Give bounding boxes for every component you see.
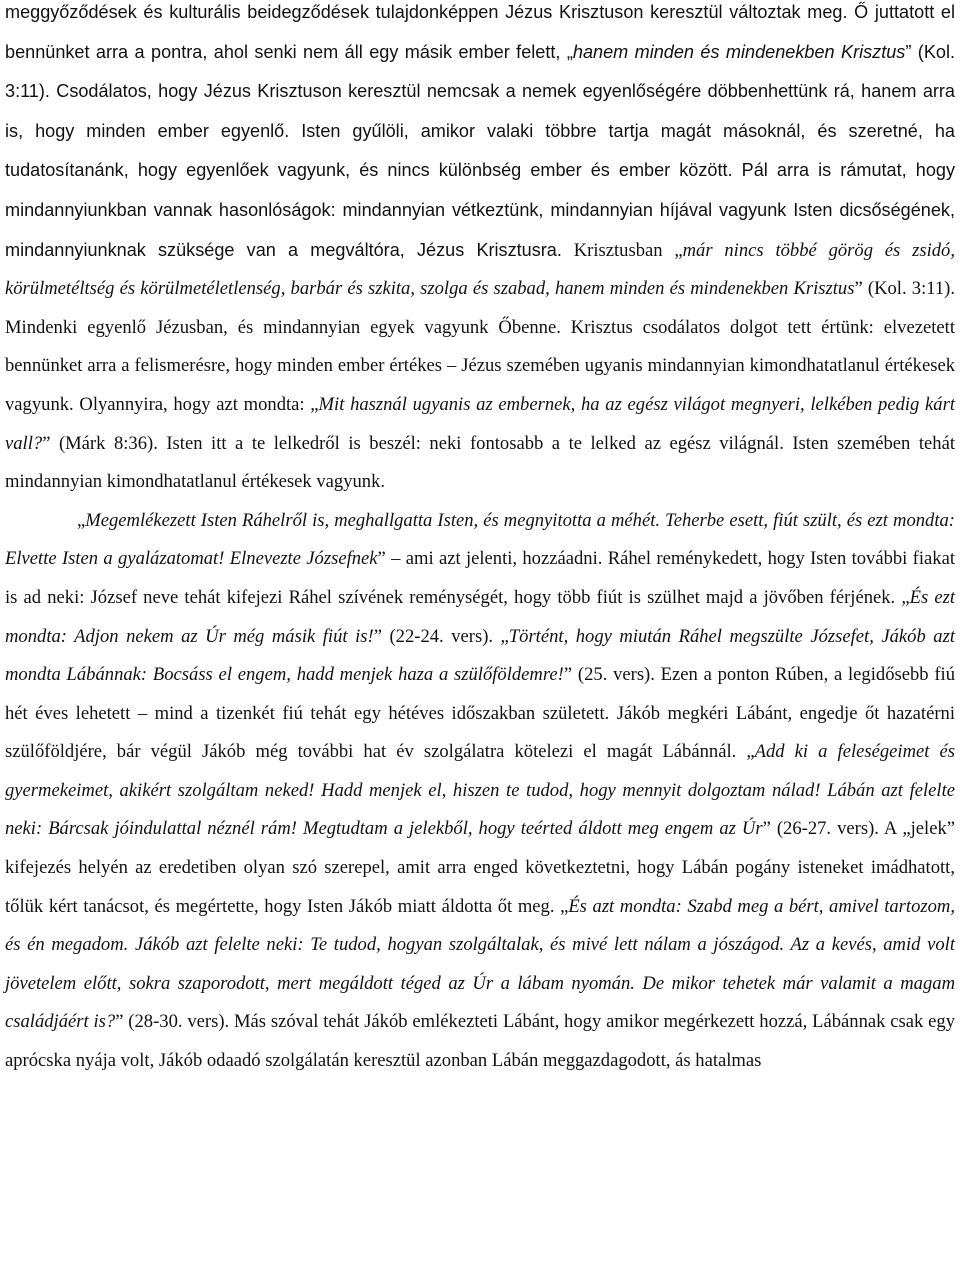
text-run: ” (26-27. vers). A „jelek” kifejezés helyén az eredetiben olyan szó szerepel, amit arra enged következtetni, hogy Lábán pogány isteneket imádhatott, tőlük kért tanácsot, és megértette, hogy Isten Jákób miatt áldotta őt meg. „ <box>5 818 955 917</box>
text-run: ” (28-30. vers). Más szóval tehát Jákób emlékezteti Lábánt, hogy amikor megérkezett hozzá, Lábánnak csak egy aprócska nyája volt, Jákób odaadó szolgálatán keresztül azonban Lábán meggazdagodott, ás hatalmas <box>5 1011 955 1072</box>
italic-quote: És azt mondta: Szabd meg a bért, amivel tartozom, és én megadom. Jákób azt felelte neki: Te tudod, hogyan szolgáltalak, és mivé lett nálam a jószágod. Az a kevés, amid volt jövetelem előtt, sokra szaporodott, mert megáldott téged az Úr a lábam nyomán. De mikor tehetek már valamit a magam családjáért is? <box>5 895 955 1033</box>
text-run: Krisztusban „ <box>561 239 683 261</box>
paragraph-1 <box>5 0 955 502</box>
italic-quote: hanem minden és mindenekben Krisztus <box>572 41 906 62</box>
text-run: ” (Márk 8:36). Isten itt a te lelkedről is beszél: neki fontosabb a te lelked az egész világnál. Isten szemében tehát mindannyian kimondhatatlanul értékesek vagyunk. <box>5 432 955 493</box>
italic-quote: Mit használ ugyanis az embernek, ha az egész világot megnyeri, lelkében pedig kárt vall? <box>5 393 955 454</box>
paragraph-2 <box>5 502 955 1081</box>
italic-quote: már nincs többé görög és zsidó, körülmetéltség és körülmetéletlenség, barbár és szkita, szolga és szabad, hanem minden és mindenekben Krisztus <box>5 239 955 300</box>
text-run: ” (Kol. 3:11). Csodálatos, hogy Jézus Krisztuson keresztül nemcsak a nemek egyenlőségére döbbenhettünk rá, hanem arra is, hogy minden ember egyenlő. Isten gyűlöli, amikor valaki többre tartja magát másoknál, és szeretné, ha tudatosítanánk, hogy egyenlőek vagyunk, és nincs különbség ember és ember között. Pál arra is rámutat, hogy mindannyiunkban vannak hasonlóságok: mindannyian vétkeztünk, mindannyian híjával vagyunk Isten dicsőségének, mindannyiunknak szüksége van a megváltóra, Jézus Krisztusra. <box>5 41 955 260</box>
text-run: ” (25. vers). Ezen a ponton Rúben, a legidősebb fiú hét éves lehetett – mind a tizenkét fiú tehát egy hétéves időszakban született. Jákób megkéri Lábánt, engedje őt hazatérni szülőföldjére, bár végül Jákób még további hat év szolgálatra kötelezi el magát Lábánnál. „ <box>5 664 955 763</box>
italic-quote: Történt, hogy miután Ráhel megszülte Józsefet, Jákób azt mondta Lábánnak: Bocsáss el engem, hadd menjek haza a szülőföldemre! <box>5 625 955 686</box>
text-run: „ <box>77 509 86 531</box>
italic-quote: És ezt mondta: Adjon nekem az Úr még másik fiút is! <box>5 586 955 647</box>
text-run: ” (22-24. vers). „ <box>373 625 509 647</box>
italic-quote: Add ki a feleségeimet és gyermekeimet, akikért szolgáltam neked! Hadd menjek el, hiszen te tudod, hogy mennyit dolgoztam nálad! Lábán azt felelte neki: Bárcsak jóindulattal néznél rám! Megtudtam a jelekből, hogy teérted áldott meg engem az Úr <box>5 741 955 840</box>
text-run: ” (Kol. 3:11). Mindenki egyenlő Jézusban, és mindannyian egyek vagyunk Őbenne. Krisztus csodálatos dolgot tett értünk: elvezetett bennünket arra a felismerésre, hogy minden ember értékes – Jézus szemében ugyanis mindannyian kimondhatatlanul értékesek vagyunk. Olyannyira, hogy azt mondta: „ <box>5 278 955 415</box>
text-run: ” – ami azt jelenti, hozzáadni. Ráhel reménykedett, hogy Isten további fiakat is ad neki: József neve tehát kifejezi Ráhel szívének reménységét, hogy több fiút is szülhet majd a jövőben férjének. „ <box>5 548 955 608</box>
text-run: meggyőződések és kulturális beidegződések tulajdonképpen Jézus Krisztuson keresztül változtak meg. Ő juttatott el bennünket arra a pontra, ahol senki nem áll egy másik ember felett, „ <box>5 2 955 62</box>
italic-quote: Megemlékezett Isten Ráhelről is, meghallgatta Isten, és megnyitotta a méhét. Teherbe esett, fiút szült, és ezt mondta: Elvette Isten a gyalázatomat! Elnevezte Józsefnek <box>5 509 955 570</box>
